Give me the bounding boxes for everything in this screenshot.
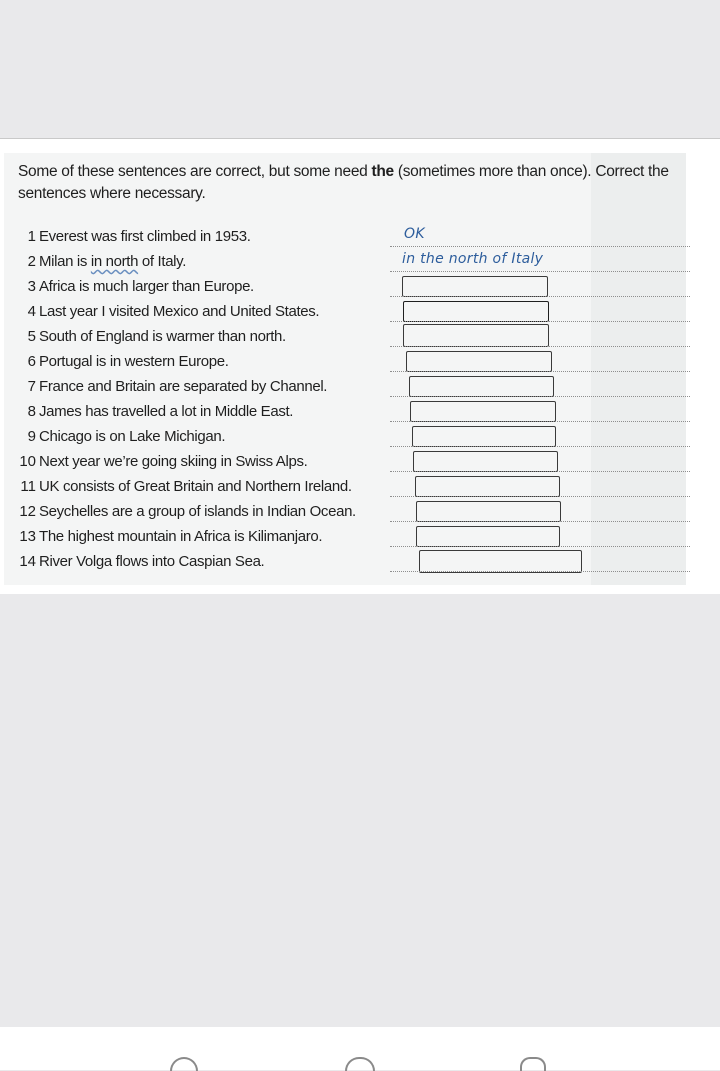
- item-number: 11: [20, 478, 36, 495]
- answer-line: [390, 246, 690, 247]
- item-number: 5: [27, 328, 36, 345]
- exercise-item-13: [14, 526, 704, 550]
- item-sentence: Everest was first climbed in 1953.: [39, 228, 251, 245]
- answer-line: [390, 496, 690, 497]
- item-number: 14: [19, 553, 36, 570]
- answer-line: [390, 546, 690, 547]
- bottom-nav-bar: [0, 1027, 720, 1070]
- answer-line: [390, 371, 690, 372]
- item-number: 9: [27, 428, 36, 445]
- answer-box[interactable]: [409, 376, 554, 397]
- item-sentence: Portugal is in western Europe.: [39, 353, 229, 370]
- answer-box[interactable]: [410, 401, 556, 422]
- home-icon[interactable]: [345, 1057, 375, 1071]
- exercise-item-6: [14, 351, 704, 375]
- exercise-item-5: [14, 326, 704, 350]
- exercise-item-11: [14, 476, 704, 500]
- item-sentence: UK consists of Great Britain and Northern Ireland.: [39, 478, 352, 495]
- answer-box[interactable]: [403, 324, 549, 347]
- item-sentence: Chicago is on Lake Michigan.: [39, 428, 226, 445]
- exercise-item-3: [14, 276, 704, 300]
- item-sentence: River Volga flows into Caspian Sea.: [39, 553, 265, 570]
- item-sentence: James has travelled a lot in Middle East.: [39, 403, 294, 420]
- answer-line: [390, 296, 690, 297]
- answer-box[interactable]: [403, 301, 549, 322]
- exercise-item-12: [14, 501, 704, 525]
- exercise-item-4: [14, 301, 704, 325]
- answer-line: [390, 421, 690, 422]
- instruction-text: Some of these sentences are correct, but some need the (sometimes more than once). Correct the sentences where necessary.: [18, 163, 669, 202]
- exercise-item-1: [14, 226, 704, 250]
- answer-box[interactable]: [419, 550, 582, 573]
- item-sentence: The highest mountain in Africa is Kilimanjaro.: [39, 528, 323, 545]
- item-sentence: Next year we’re going skiing in Swiss Alps.: [39, 453, 308, 470]
- item-number: 3: [27, 278, 36, 295]
- exercise-image: [0, 138, 720, 594]
- item-sentence: Africa is much larger than Europe.: [39, 278, 254, 295]
- item-number: 6: [27, 353, 36, 370]
- item-sentence: South of England is warmer than north.: [39, 328, 286, 345]
- menu-icon[interactable]: [170, 1057, 198, 1071]
- top-empty-area: [0, 0, 720, 138]
- answer-box[interactable]: [413, 451, 558, 472]
- answer-box[interactable]: [406, 351, 552, 372]
- answer-line: [390, 321, 690, 322]
- item-number: 4: [27, 303, 36, 320]
- item-number: 10: [19, 453, 36, 470]
- item-number: 2: [27, 253, 36, 270]
- answer-box[interactable]: [412, 426, 556, 447]
- item-number: 13: [19, 528, 36, 545]
- exercise-item-9: [14, 426, 704, 450]
- item-number: 1: [27, 228, 36, 245]
- item-number: 7: [27, 378, 36, 395]
- exercise-item-8: [14, 401, 704, 425]
- item-sentence: Last year I visited Mexico and United States.: [39, 303, 320, 320]
- underlined-phrase: in north: [90, 253, 139, 270]
- item-sentence: France and Britain are separated by Channel.: [39, 378, 328, 395]
- exercise-item-14: [14, 551, 704, 575]
- answer-line: [390, 471, 690, 472]
- exercise-item-10: [14, 451, 704, 475]
- answer-line: [390, 571, 690, 572]
- answer-line: [390, 346, 690, 347]
- item-number: 8: [27, 403, 36, 420]
- answer-line: [390, 446, 690, 447]
- handwritten-answer: OK: [404, 226, 425, 242]
- back-icon[interactable]: [520, 1057, 546, 1071]
- instruction-bold-word: the: [371, 163, 394, 180]
- item-sentence: Seychelles are a group of islands in Indian Ocean.: [39, 503, 356, 520]
- handwritten-answer: in the north of Italy: [402, 251, 544, 267]
- answer-box[interactable]: [416, 526, 560, 547]
- item-number: 12: [19, 503, 36, 520]
- item-sentence: Milan is in north of Italy.: [39, 253, 187, 270]
- answer-line: [390, 271, 690, 272]
- answer-line: [390, 521, 690, 522]
- answer-box[interactable]: [415, 476, 560, 497]
- answer-box[interactable]: [416, 501, 561, 522]
- exercise-item-2: [14, 251, 704, 275]
- answer-line: [390, 396, 690, 397]
- answer-box[interactable]: [402, 276, 548, 297]
- exercise-item-7: [14, 376, 704, 400]
